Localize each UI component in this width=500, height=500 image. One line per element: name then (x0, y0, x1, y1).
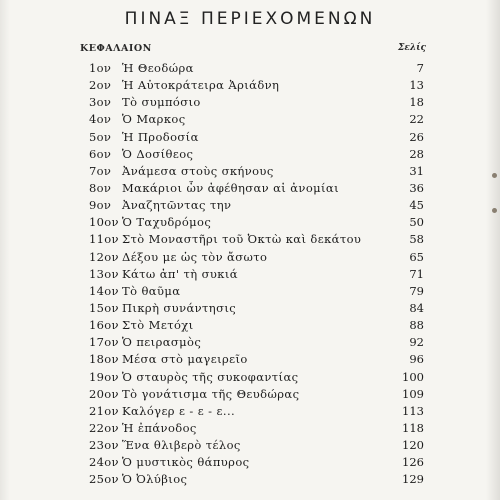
toc-row (0, 369, 500, 386)
page-number: 65 (409, 249, 424, 264)
chapter-number: 4ον (89, 112, 112, 127)
chapter-title: Ὁ σταυρὸς τῆς συκοφαντίας (122, 369, 299, 384)
chapter-title: Ἡ Θεοδώρα (122, 61, 194, 75)
page-number: 120 (402, 438, 424, 453)
toc-row (0, 386, 500, 403)
chapter-number: 1ον (89, 61, 112, 75)
page-number: 18 (409, 95, 424, 110)
toc-row (0, 111, 500, 128)
chapter-title: Ὁ Δοσίθεος (122, 146, 194, 161)
chapter-number: 5ον (89, 129, 112, 144)
page-number: 126 (402, 455, 424, 470)
page-number: 22 (409, 112, 424, 127)
page-column-header: Σελίς (398, 43, 426, 53)
chapter-title: Τὸ συμπόσιο (122, 95, 201, 110)
toc-row (0, 231, 500, 248)
chapter-title: Καλόγερ ε - ε - ε... (122, 403, 236, 418)
chapter-number: 10ον (89, 215, 119, 230)
page-number: 79 (409, 283, 424, 298)
chapter-title: Ἡ Αὐτοκράτειρα Ἀριάδνη (122, 78, 280, 93)
chapter-title: Τὸ γονάτισμα τῆς Θευδώρας (122, 386, 300, 401)
toc-row (0, 77, 500, 94)
chapter-title: Ἡ Προδοσία (122, 129, 199, 144)
page-title: ΠΙΝΑΞ ΠΕΡΙΕΧΟΜΕΝΩΝ (124, 9, 376, 29)
page-number: 71 (409, 266, 424, 281)
toc-row (0, 283, 500, 300)
page-number: 58 (409, 232, 424, 247)
chapter-title: Ὁ Μαρκος (122, 112, 186, 127)
chapter-title: Ἀνάμεσα στοὺς σκήνους (122, 163, 274, 178)
chapter-title: Ὁ Ταχυδρόμος (122, 215, 212, 230)
toc-row (0, 197, 500, 214)
page-number: 50 (409, 215, 424, 230)
ink-spot (492, 208, 497, 213)
chapter-title: Ὁ Ὀλύβιος (122, 472, 188, 487)
toc-row (0, 94, 500, 111)
chapter-title: Μέσα στὸ μαγειρεῖο (122, 352, 248, 367)
toc-row (0, 60, 500, 77)
toc-row (0, 214, 500, 231)
chapter-title: Στὸ Μοναστῆρι τοῦ Ὀκτὼ καὶ δεκάτου (122, 232, 362, 247)
chapter-number: 7ον (89, 163, 112, 178)
page-number: 7 (416, 61, 424, 75)
chapter-number: 17ον (89, 335, 119, 350)
page-number: 118 (402, 420, 424, 435)
chapter-number: 19ον (89, 369, 119, 384)
chapter-number: 23ον (89, 438, 119, 453)
page-number: 129 (402, 472, 424, 487)
chapter-number: 6ον (89, 146, 112, 161)
chapter-number: 16ον (89, 318, 119, 333)
toc-row (0, 471, 500, 488)
chapter-number: 21ον (89, 403, 119, 418)
chapter-number: 20ον (89, 386, 119, 401)
toc-row (0, 403, 500, 420)
chapter-title: Τὸ θαῦμα (122, 283, 181, 298)
chapter-number: 13ον (89, 266, 119, 281)
chapter-number: 12ον (89, 249, 119, 264)
chapter-title: Πικρὴ συνάντησις (122, 300, 237, 315)
chapter-number: 24ον (89, 455, 119, 470)
chapter-number: 25ον (89, 472, 119, 487)
chapter-number: 8ον (89, 180, 112, 195)
toc-row (0, 249, 500, 266)
table-of-contents (0, 60, 500, 489)
toc-row (0, 454, 500, 471)
page-number: 45 (409, 198, 424, 213)
chapter-title: Ἕνα θλιβερὸ τέλος (122, 438, 241, 453)
chapter-number: 2ον (89, 78, 112, 93)
chapter-title: Ἀναζητῶντας την (122, 198, 232, 213)
page-number: 84 (409, 300, 424, 315)
ink-spot (492, 173, 497, 178)
page-number: 13 (409, 78, 424, 93)
chapter-number: 14ον (89, 283, 119, 298)
toc-row (0, 420, 500, 437)
chapter-number: 9ον (89, 198, 112, 213)
page-number: 100 (402, 369, 424, 384)
chapter-title: Ὁ μυστικὸς θάπυρος (122, 455, 250, 470)
toc-row (0, 317, 500, 334)
chapter-title: Ὁ πειρασμὸς (122, 335, 202, 350)
chapter-number: 22ον (89, 420, 119, 435)
chapter-title: Κάτω ἀπ' τὴ συκιά (122, 266, 238, 281)
toc-row (0, 163, 500, 180)
page-number: 96 (409, 352, 424, 367)
chapter-number: 3ον (89, 95, 112, 110)
toc-row (0, 266, 500, 283)
page-number: 92 (409, 335, 424, 350)
toc-row (0, 334, 500, 351)
page-number: 31 (409, 163, 424, 178)
toc-row (0, 437, 500, 454)
chapter-title: Στὸ Μετόχι (122, 318, 194, 333)
page-number: 28 (409, 146, 424, 161)
chapter-title: Μακάριοι ὧν ἀφέθησαν αἱ ἀνομίαι (122, 180, 339, 195)
page-number: 36 (409, 180, 424, 195)
chapter-title: Δέξου με ὡς τὸν ἄσωτο (122, 249, 268, 264)
toc-row (0, 300, 500, 317)
chapter-column-header: ΚΕΦΑΛΑΙΟΝ (80, 43, 152, 54)
toc-row (0, 146, 500, 163)
chapter-number: 18ον (89, 352, 119, 367)
toc-row (0, 180, 500, 197)
chapter-number: 15ον (89, 300, 119, 315)
page-number: 113 (402, 403, 424, 418)
toc-row (0, 351, 500, 368)
chapter-title: Ἡ ἐπάνοδος (122, 420, 197, 435)
toc-row (0, 129, 500, 146)
page-number: 26 (409, 129, 424, 144)
chapter-number: 11ον (89, 232, 119, 247)
page-number: 109 (402, 386, 424, 401)
page-number: 88 (409, 318, 424, 333)
